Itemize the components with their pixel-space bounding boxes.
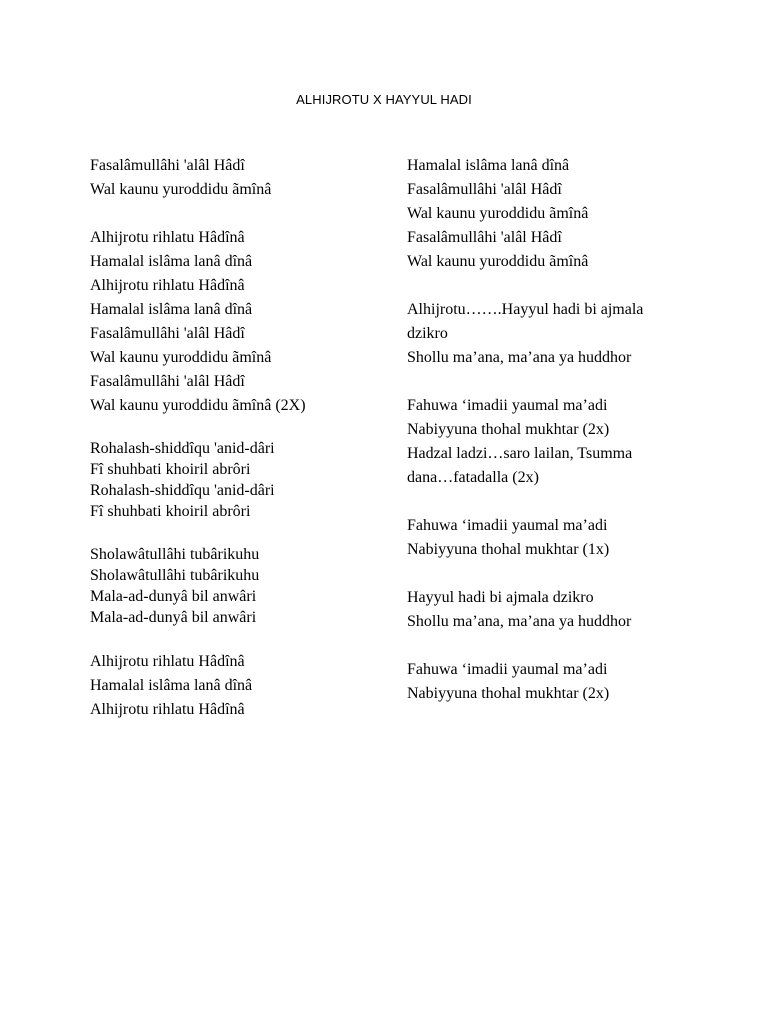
stanza <box>407 658 682 706</box>
stanza <box>90 438 380 522</box>
lyric-line: Hadzal ladzi…saro lailan, Tsumma dana…fatadalla (2x) <box>407 445 633 486</box>
lyric-line: Sholawâtullâhi tubârikuhu <box>90 546 260 563</box>
lyric-line: Wal kaunu yuroddidu ãmînâ <box>407 205 589 222</box>
lyric-line: Alhijrotu rihlatu Hâdînâ <box>90 701 245 718</box>
stanza <box>407 154 682 274</box>
lyric-line: Hamalal islâma lanâ dînâ <box>407 157 570 174</box>
stanza <box>90 650 380 722</box>
lyrics-right-column <box>407 154 682 706</box>
lyric-line: Wal kaunu yuroddidu ãmînâ <box>90 349 272 366</box>
lyric-line: Fahuwa ‘imadii yaumal ma’adi <box>407 661 608 678</box>
lyric-line: Nabiyyuna thohal mukhtar (2x) <box>407 421 610 438</box>
lyric-line: Fasalâmullâhi 'alâl Hâdî <box>90 325 245 342</box>
lyric-line: Fasalâmullâhi 'alâl Hâdî <box>407 229 562 246</box>
stanza <box>407 586 682 634</box>
stanza <box>407 514 682 562</box>
stanza <box>90 154 380 202</box>
lyric-line: Alhijrotu rihlatu Hâdînâ <box>90 277 245 294</box>
lyric-line: Sholawâtullâhi tubârikuhu <box>90 567 260 584</box>
lyric-line: Mala-ad-dunyâ bil anwâri <box>90 609 257 626</box>
lyric-line: Hamalal islâma lanâ dînâ <box>90 301 253 318</box>
lyric-line: Wal kaunu yuroddidu ãmînâ (2X) <box>90 397 306 414</box>
stanza <box>90 544 380 628</box>
lyric-line: Fasalâmullâhi 'alâl Hâdî <box>90 157 245 174</box>
lyric-line: Hayyul hadi bi ajmala dzikro <box>407 589 594 606</box>
lyric-line: Fî shuhbati khoiril abrôri <box>90 461 251 478</box>
lyric-line: Fasalâmullâhi 'alâl Hâdî <box>407 181 562 198</box>
lyric-line: Shollu ma’ana, ma’ana ya huddhor <box>407 349 632 366</box>
lyric-line: Hamalal islâma lanâ dînâ <box>90 253 253 270</box>
lyric-line: Shollu ma’ana, ma’ana ya huddhor <box>407 613 632 630</box>
lyric-line: Fasalâmullâhi 'alâl Hâdî <box>90 373 245 390</box>
lyric-line: Nabiyyuna thohal mukhtar (2x) <box>407 685 610 702</box>
lyrics-left-column <box>90 154 380 722</box>
lyric-line: Hamalal islâma lanâ dînâ <box>90 677 253 694</box>
lyric-line: Alhijrotu rihlatu Hâdînâ <box>90 653 245 670</box>
page-title: ALHIJROTU X HAYYUL HADI <box>296 92 472 107</box>
stanza <box>407 298 682 370</box>
lyric-line: Fahuwa ‘imadii yaumal ma’adi <box>407 397 608 414</box>
lyric-line: Wal kaunu yuroddidu ãmînâ <box>90 181 272 198</box>
lyric-line: Alhijrotu…….Hayyul hadi bi ajmala dzikro <box>407 301 644 342</box>
stanza <box>90 226 380 418</box>
lyric-line: Fahuwa ‘imadii yaumal ma’adi <box>407 517 608 534</box>
lyric-line: Rohalash-shiddîqu 'anid-dâri <box>90 482 275 499</box>
lyric-line: Alhijrotu rihlatu Hâdînâ <box>90 229 245 246</box>
lyric-line: Wal kaunu yuroddidu ãmînâ <box>407 253 589 270</box>
lyric-line: Nabiyyuna thohal mukhtar (1x) <box>407 541 610 558</box>
lyric-line: Fî shuhbati khoiril abrôri <box>90 503 251 520</box>
lyric-line: Rohalash-shiddîqu 'anid-dâri <box>90 440 275 457</box>
lyric-line: Mala-ad-dunyâ bil anwâri <box>90 588 257 605</box>
stanza <box>407 394 682 490</box>
